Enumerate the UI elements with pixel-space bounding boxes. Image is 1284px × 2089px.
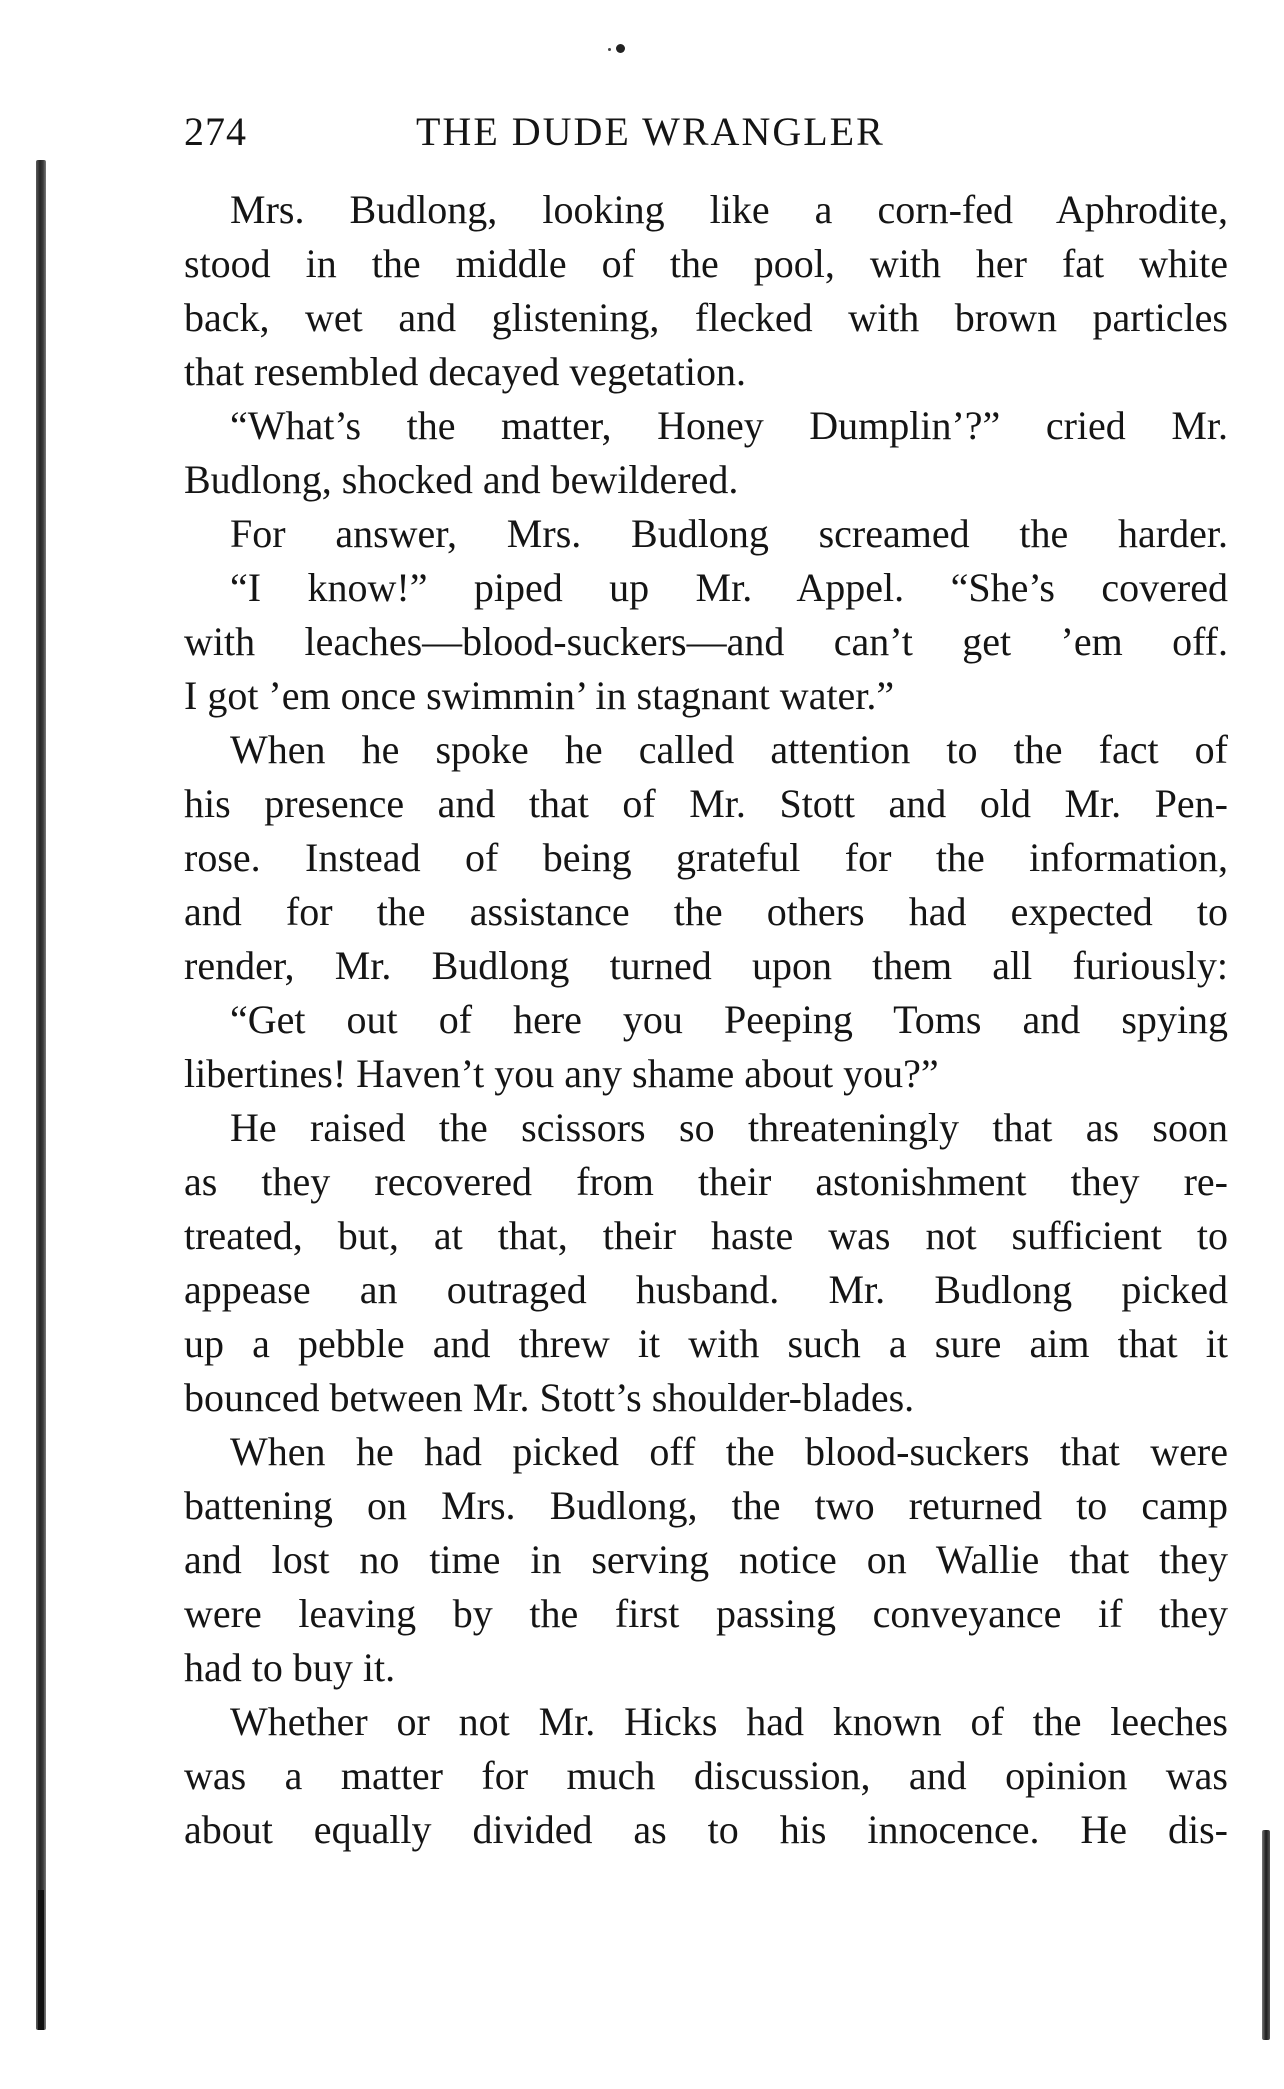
text-line: For answer, Mrs. Budlong screamed the harder.	[230, 511, 1228, 556]
text-line: “I know!” piped up Mr. Appel. “She’s covered	[230, 565, 1228, 610]
text-line: and for the assistance the others had expected to	[184, 889, 1228, 934]
ink-speck	[616, 44, 625, 53]
text-line: libertines! Haven’t you any shame about you?”	[184, 1051, 939, 1096]
text-line: rose. Instead of being grateful for the information,	[184, 835, 1228, 880]
text-line: appease an outraged husband. Mr. Budlong picked	[184, 1267, 1228, 1312]
page-number: 274	[184, 109, 247, 154]
page-header	[184, 100, 1228, 164]
text-line: had to buy it.	[184, 1645, 396, 1690]
text-line: bounced between Mr. Stott’s shoulder-blades.	[184, 1375, 915, 1420]
text-line: were leaving by the first passing conveyance if they	[184, 1591, 1228, 1636]
text-line: as they recovered from their astonishment they re-	[184, 1159, 1228, 1204]
text-line: back, wet and glistening, flecked with brown particles	[184, 295, 1228, 340]
text-line: Whether or not Mr. Hicks had known of the leeches	[230, 1699, 1228, 1744]
text-line: Budlong, shocked and bewildered.	[184, 457, 739, 502]
text-line: render, Mr. Budlong turned upon them all furiously:	[184, 943, 1228, 988]
text-line: “Get out of here you Peeping Toms and spying	[230, 997, 1228, 1042]
text-line: with leaches—blood-suckers—and can’t get ’em off.	[184, 619, 1228, 664]
text-line: Mrs. Budlong, looking like a corn-fed Aphrodite,	[230, 187, 1228, 232]
page-edge-mark	[1262, 1830, 1270, 2040]
text-line: was a matter for much discussion, and opinion was	[184, 1753, 1228, 1798]
text-line: battening on Mrs. Budlong, the two returned to camp	[184, 1483, 1228, 1528]
page-body	[184, 183, 1228, 1857]
text-line: treated, but, at that, their haste was not sufficient to	[184, 1213, 1228, 1258]
text-line: He raised the scissors so threateningly that as soon	[230, 1105, 1228, 1150]
text-line: When he spoke he called attention to the fact of	[230, 727, 1228, 772]
text-line: I got ’em once swimmin’ in stagnant water.”	[184, 673, 895, 718]
text-line: that resembled decayed vegetation.	[184, 349, 746, 394]
text-line: stood in the middle of the pool, with her fat white	[184, 241, 1228, 286]
text-line: When he had picked off the blood-suckers that were	[230, 1429, 1228, 1474]
text-line: up a pebble and threw it with such a sure aim that it	[184, 1321, 1228, 1366]
text-line: “What’s the matter, Honey Dumplin’?” cried Mr.	[230, 403, 1228, 448]
text-line: about equally divided as to his innocence. He dis-	[184, 1807, 1228, 1852]
running-title: THE DUDE WRANGLER	[416, 109, 885, 154]
text-line: his presence and that of Mr. Stott and old Mr. Pen-	[184, 781, 1228, 826]
binding-edge-shadow	[36, 160, 46, 2030]
text-line: and lost no time in serving notice on Wallie that they	[184, 1537, 1228, 1582]
